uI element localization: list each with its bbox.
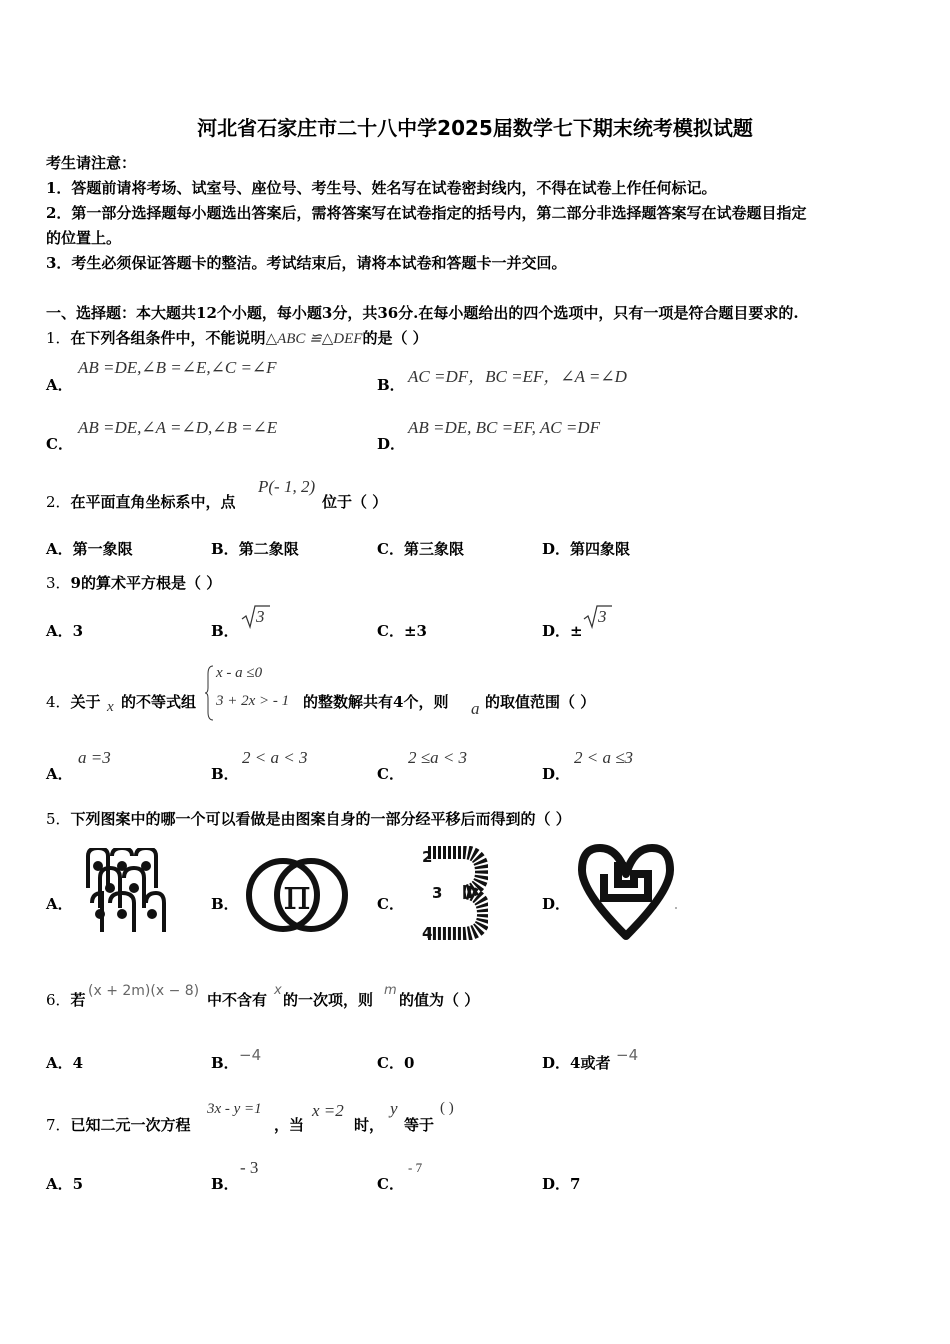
q2-option-a[interactable] [46, 538, 133, 559]
question-1 [46, 327, 428, 348]
question-3 [46, 572, 221, 593]
q6-number: 6． [46, 991, 71, 1009]
q7-option-d-label: D． [542, 1175, 571, 1193]
q3-option-d-label: D． [542, 622, 571, 640]
q1-option-b-label[interactable]: B． [377, 376, 405, 394]
q3-option-c-text: ±3 [403, 622, 427, 640]
q7-option-a-label: A． [46, 1175, 73, 1193]
q2-option-d-label: D． [542, 540, 571, 558]
q7-option-a-text: 5 [72, 1175, 84, 1193]
q2-option-a-label: A． [46, 540, 73, 558]
q3-option-b[interactable] [240, 604, 270, 630]
q1-option-b[interactable]: AC =DF，BC =EF，∠A =∠D [408, 367, 627, 386]
q2-option-d-text: 第四象限 [570, 540, 631, 558]
q3-option-b-radicand: 3 [256, 607, 265, 626]
q5-option-b-label[interactable]: B． [211, 895, 239, 913]
q3-option-d[interactable] [542, 620, 583, 641]
q3-option-a[interactable] [46, 620, 83, 641]
q4-option-c-label[interactable]: C． [377, 765, 404, 783]
q4-text-a: 关于 [70, 693, 101, 711]
q4-option-d[interactable]: 2 < a ≤3 [574, 748, 634, 767]
q6-option-d-text: 4或者 [570, 1054, 611, 1072]
q4-var-a: a [471, 699, 480, 718]
q6-text-d: 的值为（ ） [399, 991, 480, 1009]
q3-option-a-text: 3 [72, 622, 84, 640]
q7-text-c: 时， [354, 1116, 385, 1134]
q7-option-d-text: 7 [570, 1175, 581, 1193]
q1-option-c-label[interactable]: C． [46, 435, 73, 453]
q1-option-a[interactable]: AB =DE,∠B =∠E,∠C =∠F [78, 358, 277, 377]
q4-text-b: 的不等式组 [121, 693, 197, 711]
q1-option-a-label[interactable]: A． [46, 376, 73, 394]
q6-option-d-math: −4 [616, 1046, 639, 1064]
q6-option-a-label: A． [46, 1054, 73, 1072]
q3-option-c[interactable] [377, 620, 427, 641]
pi-rings-pattern-figure[interactable] [245, 851, 349, 939]
q6-option-c-text: 0 [403, 1054, 415, 1072]
q1-math: △ABC ≌△DEF [265, 331, 363, 347]
q4-system-line-2: 3 + 2x > - 1 [216, 693, 290, 709]
q5-option-d-label[interactable]: D． [542, 895, 571, 913]
q2-option-c-text: 第三象限 [403, 540, 464, 558]
digit-three-pattern-figure[interactable] [418, 846, 488, 940]
q5-c-digit-bottom: 4 [422, 924, 433, 940]
q5-number: 5． [46, 810, 71, 828]
q6-math: (x + 2m)(x − 8) [88, 983, 200, 999]
q2-number: 2． [46, 493, 71, 511]
q4-text-d: 的取值范围（ ） [485, 693, 596, 711]
q3-option-d-prefix: ± [570, 622, 583, 640]
q4-number: 4． [46, 693, 71, 711]
q3-option-a-label: A． [46, 622, 73, 640]
q7-number: 7． [46, 1116, 71, 1134]
q7-option-a[interactable] [46, 1173, 83, 1194]
q6-option-a-text: 4 [72, 1054, 84, 1072]
q4-option-a[interactable]: a =3 [78, 748, 111, 767]
q4-var-x: x [107, 699, 114, 715]
q6-option-a[interactable] [46, 1052, 83, 1073]
svg-text:π: π [283, 870, 311, 919]
q7-option-b[interactable]: - 3 [240, 1158, 259, 1177]
page-title: 河北省石家庄市二十八中学2025届数学七下期末统考模拟试题 [197, 116, 753, 140]
q3-text: 9的算术平方根是（ ） [70, 574, 222, 592]
q4-option-b[interactable]: 2 < a < 3 [242, 748, 308, 767]
section-heading: 一、选择题：本大题共12个小题，每小题3分，共36分.在每小题给出的四个选项中，只有一项是符合题目要求的. [46, 304, 799, 322]
q6-text-b: 中不含有 [207, 991, 268, 1009]
q6-text-a: 若 [70, 991, 86, 1009]
q2-text-a: 在平面直角坐标系中，点 [70, 493, 236, 511]
q7-answer-paren: ( ) [440, 1100, 454, 1116]
radical-sign-icon [240, 604, 270, 630]
q3-option-b-label[interactable]: B． [211, 622, 239, 640]
q1-text-b: 的是（ ） [362, 329, 428, 347]
radical-sign-icon [582, 604, 612, 630]
q2-option-a-text: 第一象限 [72, 540, 133, 558]
q6-option-c-label: C． [377, 1054, 404, 1072]
q1-option-c[interactable]: AB =DE,∠A =∠D,∠B =∠E [78, 418, 278, 437]
notice-item-3: 3．考生必须保证答题卡的整洁。考试结束后，请将本试卷和答题卡一并交回。 [46, 254, 567, 272]
q2-option-b[interactable] [211, 538, 299, 559]
q6-option-c[interactable] [377, 1052, 414, 1073]
q6-var-x: x [274, 983, 282, 998]
q1-option-d[interactable]: AB =DE, BC =EF, AC =DF [408, 418, 600, 437]
q5-c-digit-top: 2 [422, 848, 433, 866]
q5-option-c-label[interactable]: C． [377, 895, 404, 913]
q7-option-b-label[interactable]: B． [211, 1175, 239, 1193]
q4-prefix [46, 691, 101, 712]
notice-item-2: 2．第一部分选择题每小题选出答案后，需将答案写在试卷指定的括号内，第二部分非选择题答案写在试卷题目指定 [46, 204, 807, 222]
q2-math: P(- 1, 2) [258, 477, 316, 496]
q6-var-m: m [384, 983, 397, 998]
notice-item-1: 1．答题前请将考场、试室号、座位号、考生号、姓名写在试卷密封线内，不得在试卷上作任何标记。 [46, 179, 717, 197]
heart-pattern-figure[interactable] [578, 844, 678, 940]
q3-option-d-root[interactable] [582, 604, 612, 630]
q6-option-b[interactable]: −4 [239, 1046, 262, 1064]
q7-math-equation: 3x - y =1 [207, 1101, 262, 1117]
q6-option-d[interactable] [542, 1052, 610, 1073]
q4-option-c[interactable]: 2 ≤a < 3 [408, 748, 468, 767]
q4-option-a-label[interactable]: A． [46, 765, 73, 783]
q7-option-c[interactable]: - 7 [408, 1160, 423, 1175]
q2-option-c-label: C． [377, 540, 404, 558]
q7-option-d[interactable] [542, 1173, 580, 1194]
q7-text-a: 已知二元一次方程 [70, 1116, 191, 1134]
q6-text-c: 的一次项，则 [283, 991, 374, 1009]
q5-c-digit-middle: 3 [432, 884, 443, 902]
q4-system-line-1: x - a ≤0 [216, 665, 263, 681]
q1-text-a: 在下列各组条件中，不能说明 [70, 329, 266, 347]
q5-text: 下列图案中的哪一个可以看做是由图案自身的一部分经平移后而得到的（ ） [70, 810, 571, 828]
question-5 [46, 808, 571, 829]
q7-var-y: y [390, 1099, 398, 1118]
q6-option-d-label: D． [542, 1054, 571, 1072]
q7-text-d: 等于 [404, 1116, 435, 1134]
q2-prefix [46, 491, 236, 512]
q7-prefix [46, 1114, 191, 1135]
q6-option-b-label[interactable]: B． [211, 1054, 239, 1072]
notice-item-2-cont: 的位置上。 [46, 229, 122, 247]
q2-option-b-label: B． [211, 540, 239, 558]
q7-option-c-label[interactable]: C． [377, 1175, 404, 1193]
left-brace-icon [205, 664, 215, 722]
q6-prefix [46, 989, 86, 1010]
q2-option-b-text: 第二象限 [238, 540, 299, 558]
q7-math-x-value: x =2 [312, 1101, 344, 1120]
q2-option-d[interactable] [542, 538, 630, 559]
q3-option-c-label: C． [377, 622, 404, 640]
q1-option-d-label[interactable]: D． [377, 435, 406, 453]
q4-text-c: 的整数解共有4个，则 [303, 693, 449, 711]
q1-number: 1． [46, 329, 71, 347]
q7-text-b: ，当 [274, 1116, 305, 1134]
notice-heading: 考生请注意： [46, 154, 137, 172]
q5-option-a-label[interactable]: A． [46, 895, 73, 913]
peacock-feather-pattern-figure[interactable] [80, 848, 172, 940]
q3-option-d-radicand: 3 [598, 607, 607, 626]
q4-option-b-label[interactable]: B． [211, 765, 239, 783]
q2-text-b: 位于（ ） [322, 493, 388, 511]
q3-number: 3． [46, 574, 71, 592]
q4-option-d-label[interactable]: D． [542, 765, 571, 783]
q2-option-c[interactable] [377, 538, 464, 559]
